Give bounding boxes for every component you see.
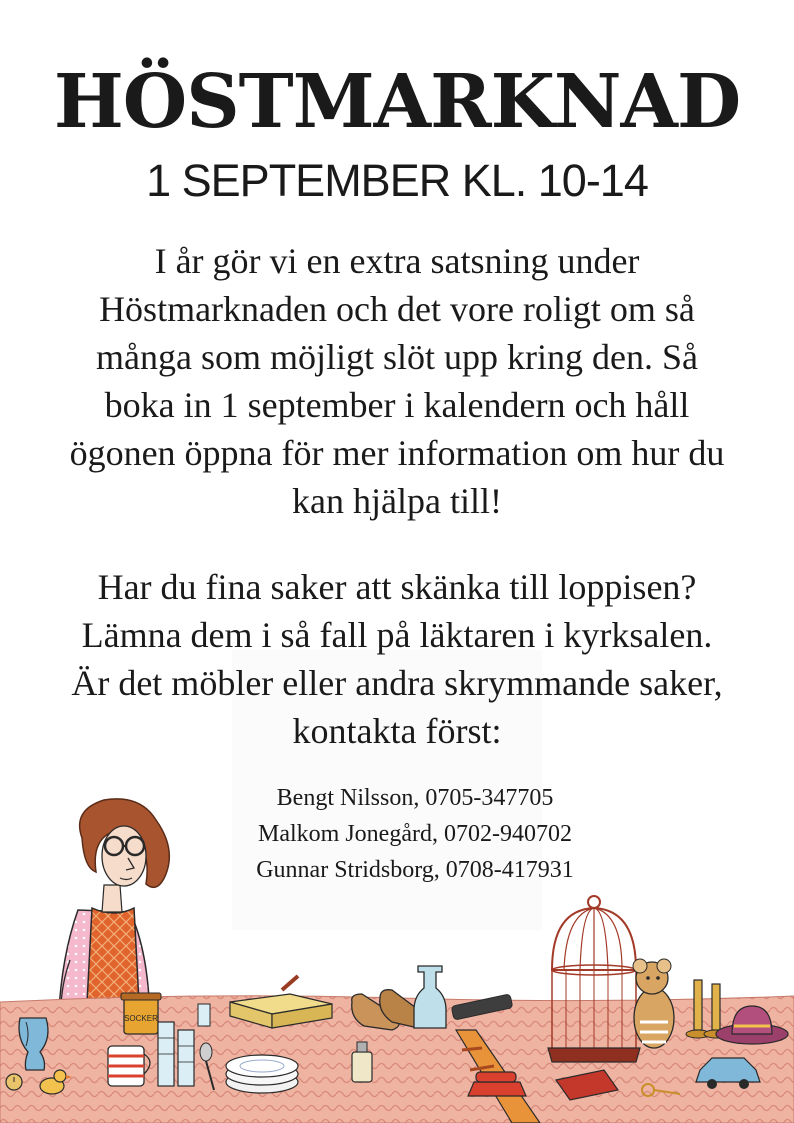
toy-mouse	[633, 959, 674, 1048]
sugar-jar	[121, 993, 161, 1034]
intro-line: ögonen öppna för mer information om hur du	[69, 433, 725, 473]
intro-line: I år gör vi en extra satsning under	[154, 241, 640, 281]
donation-line: kontakta först:	[292, 711, 502, 751]
intro-line: boka in 1 september i kalendern och håll	[104, 385, 690, 425]
donation-line: Lämna dem i så fall på läktaren i kyrksalen.	[81, 615, 713, 655]
intro-line: kan hjälpa till!	[292, 481, 502, 521]
striped-mug	[108, 1046, 150, 1086]
pocket-watch	[6, 1074, 22, 1090]
contact-item: Bengt Nilsson, 0705-347705	[276, 785, 554, 811]
event-date: 1 SEPTEMBER KL. 10-14	[146, 155, 648, 206]
intro-line: Höstmarknaden och det vore roligt om så	[99, 289, 695, 329]
intro-paragraph	[0, 237, 794, 525]
contact-item: Malkom Jonegård, 0702-940702	[258, 821, 572, 847]
glass-bottle	[414, 966, 446, 1028]
plate-stack	[226, 1055, 298, 1093]
donation-line: Är det möbler eller andra skrymmande saker,	[71, 663, 723, 703]
contact-item: Gunnar Stridsborg, 0708-417931	[256, 857, 574, 883]
contact-list	[0, 780, 794, 888]
page-title: HÖSTMARKNAD	[53, 59, 741, 145]
wooden-block	[230, 976, 332, 1028]
donation-line: Har du fina saker att skänka till loppisen?	[97, 567, 697, 607]
intro-line: många som möjligt slöt upp kring den. Så	[96, 337, 698, 377]
sugar-jar-label: SOCKER	[124, 1014, 158, 1023]
donation-paragraph	[0, 563, 794, 755]
